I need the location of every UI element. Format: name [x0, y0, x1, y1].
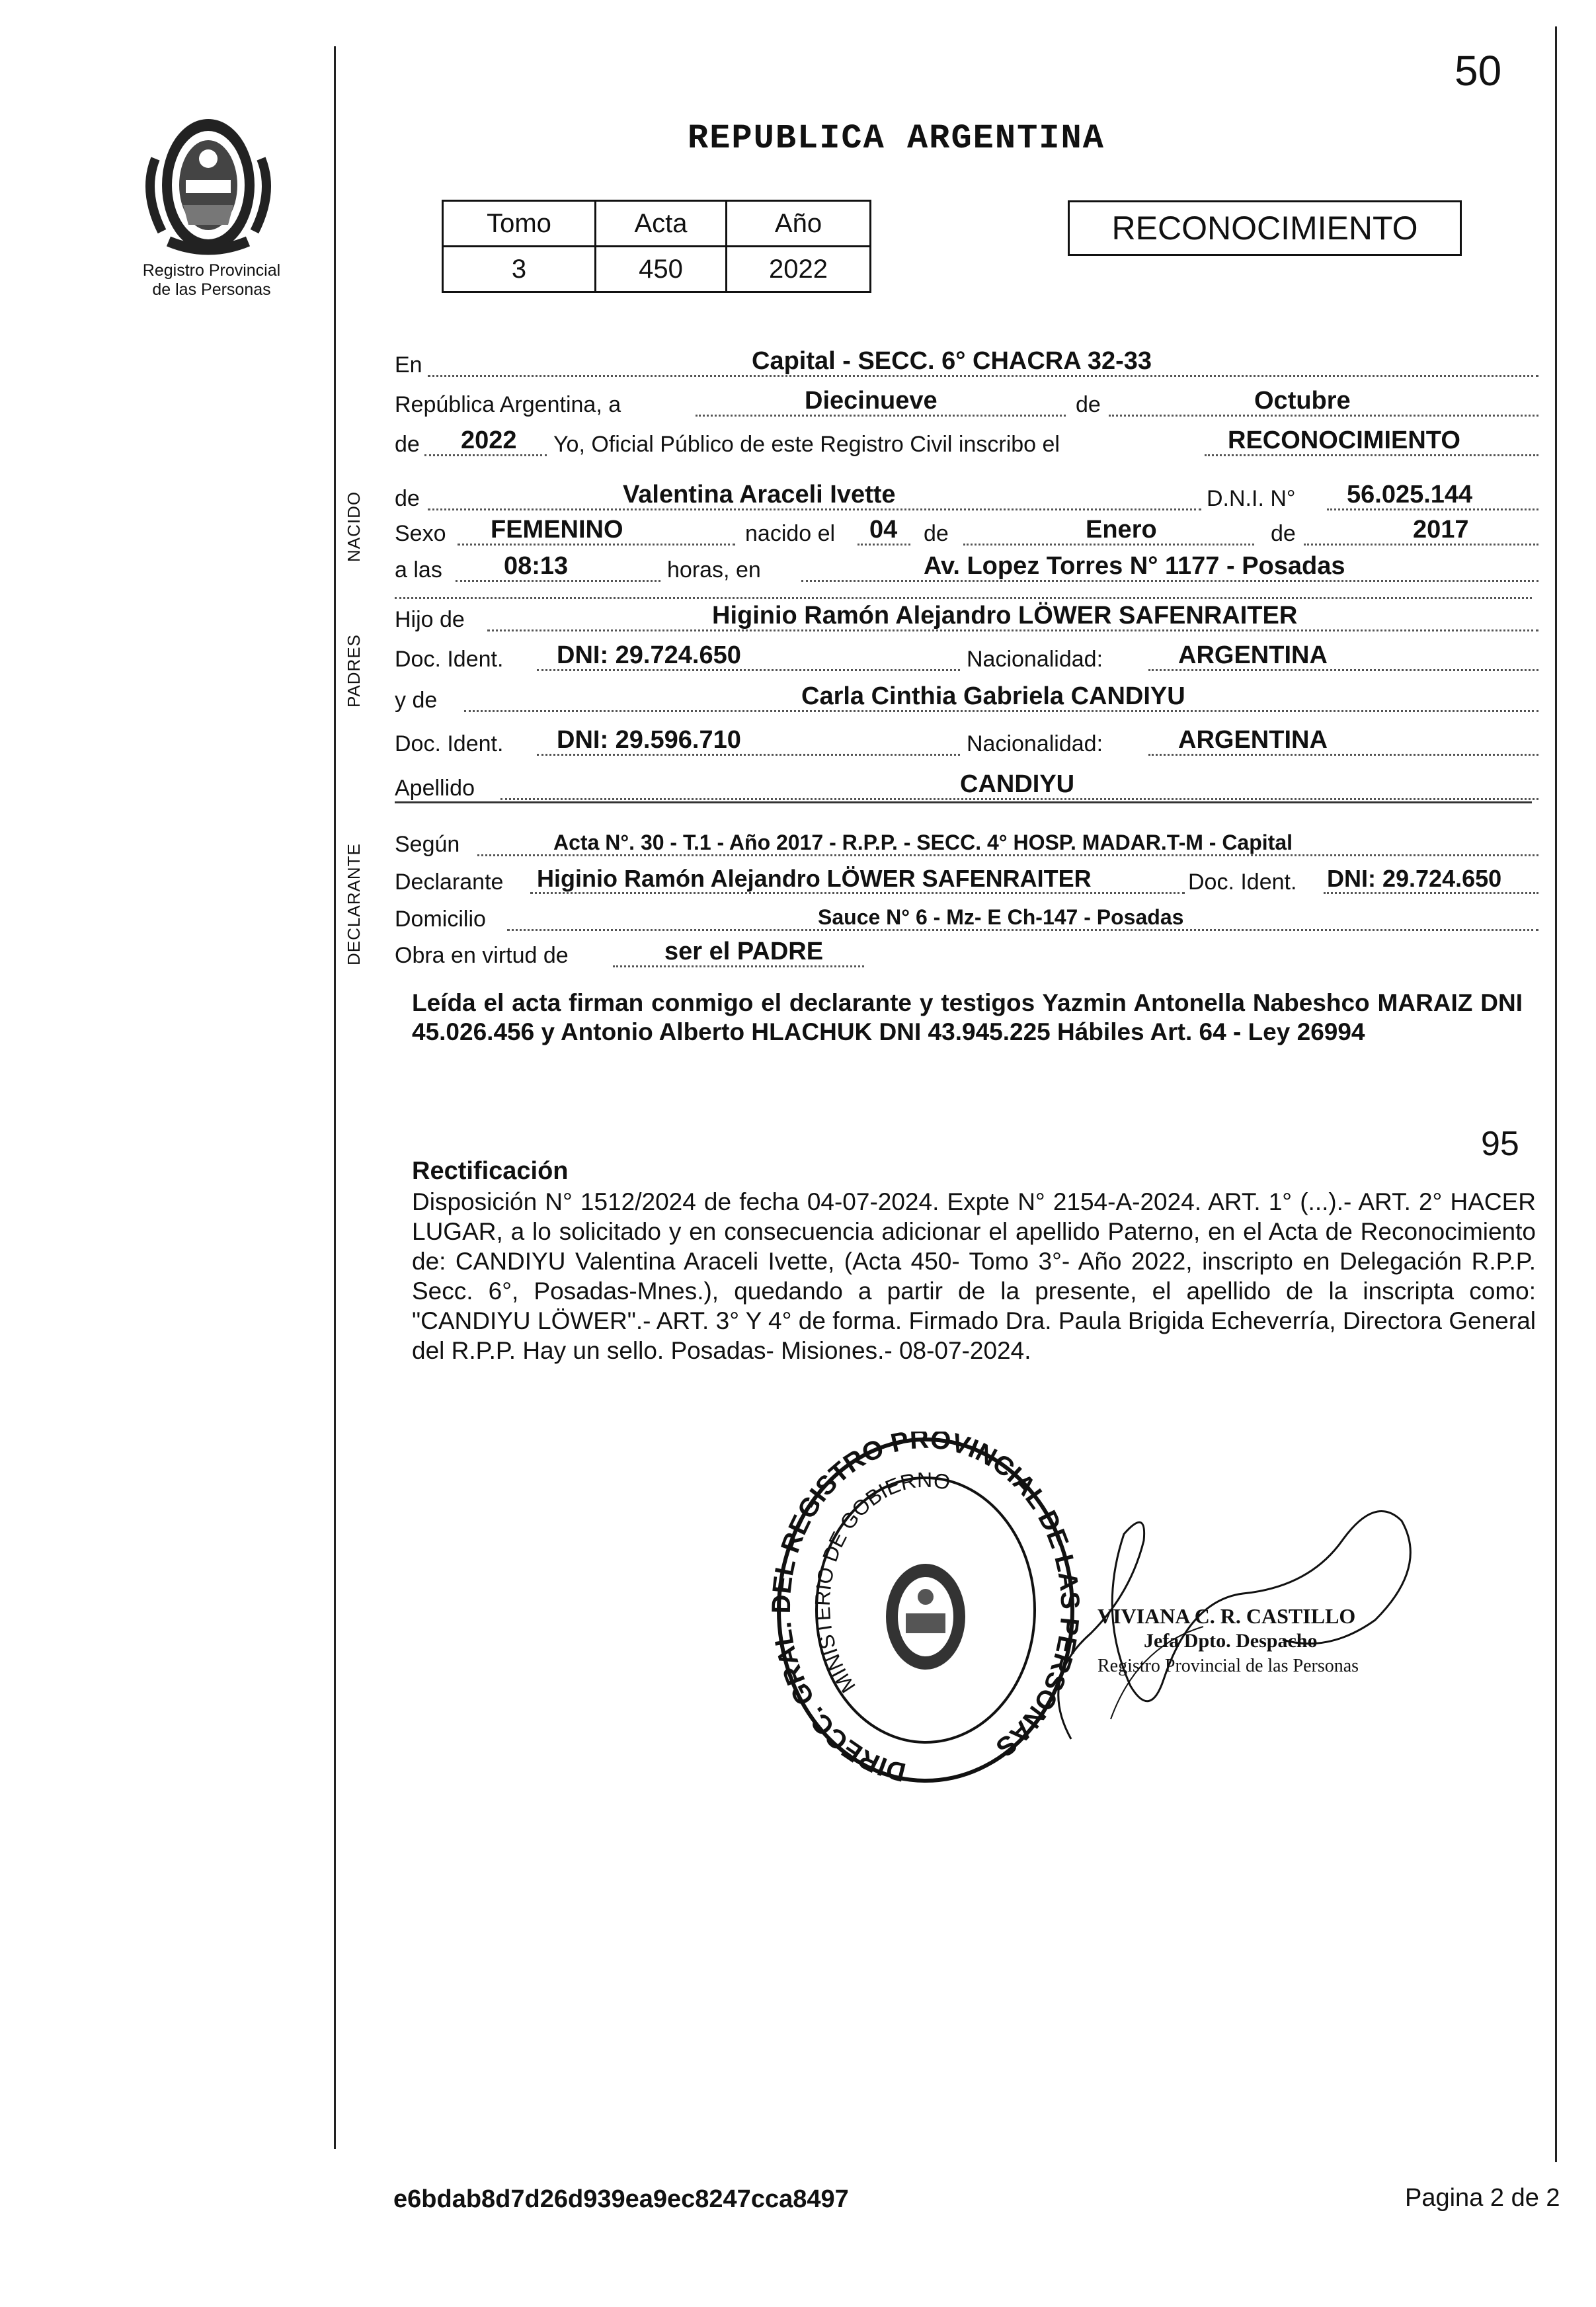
form-line-father-doc — [395, 638, 1538, 678]
form-line-mother-doc — [395, 723, 1538, 762]
form-line-en — [395, 344, 1538, 384]
rectification-number: 95 — [1481, 1125, 1519, 1163]
form-line-republica — [395, 384, 1538, 423]
dni-value: 56.025.144 — [1347, 481, 1473, 508]
segun-value: Acta N°. 30 - T.1 - Año 2017 - R.P.P. - SECC. 4° HOSP. MADAR.T-M - Capital — [553, 830, 1293, 854]
mother-nac-label: Nacionalidad: — [967, 731, 1103, 756]
en-label: En — [395, 352, 422, 378]
nacido-label: nacido el — [745, 521, 836, 546]
father-doc-label: Doc. Ident. — [395, 647, 504, 672]
apellido-label: Apellido — [395, 776, 475, 801]
declarante-doc-label: Doc. Ident. — [1188, 870, 1297, 895]
republica-label: República Argentina, a — [395, 392, 621, 417]
table-header-anio: Año — [727, 201, 871, 247]
table-value-acta: 450 — [596, 247, 727, 292]
declarante-value: Higinio Ramón Alejandro LÖWER SAFENRAITER — [537, 865, 1092, 892]
page-info: Pagina 2 de 2 — [1405, 2184, 1560, 2212]
year-de-label: de — [395, 432, 420, 457]
form-line-segun — [395, 823, 1538, 863]
year-value: 2022 — [461, 426, 517, 454]
mother-doc: DNI: 29.596.710 — [557, 726, 741, 754]
father-doc: DNI: 29.724.650 — [557, 641, 741, 669]
father-name: Higinio Ramón Alejandro LÖWER SAFENRAITER — [712, 602, 1298, 629]
birth-day: 04 — [869, 516, 898, 544]
registry-name-line1: Registro Provincial — [142, 261, 281, 280]
act-type-label: RECONOCIMIENTO — [1111, 210, 1418, 247]
stamp-line3: Registro Provincial de las Personas — [1097, 1656, 1359, 1676]
yde-label: y de — [395, 688, 438, 713]
stamp-line2: Jefa Dpto. Despacho — [1144, 1630, 1318, 1652]
sexo-label: Sexo — [395, 521, 446, 546]
day-value: Diecinueve — [805, 387, 938, 415]
table-header-acta: Acta — [596, 201, 727, 247]
page-title: REPUBLICA ARGENTINA — [688, 119, 1105, 158]
rectification-text: Disposición N° 1512/2024 de fecha 04-07-2024. Expte N° 2154-A-2024. ART. 1° (...).- ART. 2° HACER LUGAR, a lo solicitado y en consecuencia adicionar el apellido Paterno, en el Acta de Reconocimiento de: CANDIYU Valentina Araceli Ivette, (Acta 450- Tomo 3°- Año 2022, inscripto en Delegación R.P.P. Secc. 6°, Posadas-Mnes.), quedando a partir de la presente, el apellido de la inscripta como: "CANDIYU LÖWER".- ART. 3° Y 4° de forma. Firmado Dra. Paula Brigida Echeverría, Directora General del R.P.P. Hay un sello. Posadas- Misiones.- 08-07-2024. — [412, 1188, 1536, 1364]
form-line-mother — [395, 679, 1538, 719]
domicilio-value: Sauce N° 6 - Mz- E Ch-147 - Posadas — [818, 905, 1184, 929]
father-nac-label: Nacionalidad: — [967, 647, 1103, 672]
birth-year: 2017 — [1413, 516, 1469, 544]
segun-label: Según — [395, 832, 460, 857]
act-value: RECONOCIMIENTO — [1228, 426, 1460, 454]
alas-label: a las — [395, 557, 442, 583]
side-label-declarante: DECLARANTE — [344, 843, 364, 965]
mother-name: Carla Cinthia Gabriela CANDIYU — [801, 682, 1185, 710]
signature-stamp — [1097, 1603, 1359, 1679]
father-nationality: ARGENTINA — [1178, 641, 1328, 669]
seal-inner-text: MINISTERIO DE GOBIERNO — [810, 1467, 953, 1697]
left-margin-line — [334, 46, 336, 2149]
birth-time: 08:13 — [504, 552, 569, 580]
form-line-hijo — [395, 598, 1538, 638]
page-number: 50 — [1455, 47, 1502, 95]
side-label-nacido: NACIDO — [344, 491, 364, 562]
form-line-obra — [395, 934, 1538, 974]
table-header-tomo: Tomo — [443, 201, 596, 247]
birth-month: Enero — [1086, 516, 1157, 544]
birth-year-de-label: de — [1271, 521, 1296, 546]
register-table-value-row — [443, 247, 871, 292]
seal-outer-text: DIRECC. GRAL. EL REGISTRO PROVINCIAL DE LA ERSONAS — [770, 1432, 1081, 1787]
obra-label: Obra en virtud de — [395, 943, 569, 968]
right-margin-line — [1555, 26, 1557, 2162]
horas-label: horas, en — [667, 557, 761, 583]
hijo-label: Hijo de — [395, 607, 465, 632]
register-table — [442, 200, 871, 293]
form-line-apellido — [395, 767, 1538, 807]
sexo-value: FEMENINO — [491, 516, 623, 544]
month-de-label: de — [1076, 392, 1101, 417]
apellido-value: CANDIYU — [960, 770, 1075, 798]
obra-value: ser el PADRE — [664, 938, 824, 965]
form-line-sexo — [395, 512, 1538, 552]
mother-nationality: ARGENTINA — [1178, 726, 1328, 754]
birth-month-de-label: de — [924, 521, 949, 546]
declarante-doc-value: DNI: 29.724.650 — [1327, 865, 1502, 892]
document-hash: e6bdab8d7d26d939ea9ec8247cca8497 — [393, 2185, 849, 2213]
signing-text: Leída el acta firman conmigo el declarante y testigos Yazmin Antonella Nabeshco MARAIZ DNI 45.026.456 y Antonio Alberto HLACHUK DNI 43.945.225 Hábiles Art. 64 - Ley 26994 — [412, 989, 1523, 1045]
form-line-name — [395, 477, 1538, 517]
registry-name — [112, 261, 311, 300]
en-value: Capital - SECC. 6° CHACRA 32-33 — [752, 347, 1152, 375]
birth-place: Av. Lopez Torres N° 1177 - Posadas — [924, 552, 1345, 580]
province-logo — [129, 106, 288, 264]
declarante-label: Declarante — [395, 870, 504, 895]
dni-label: D.N.I. N° — [1207, 486, 1296, 511]
month-value: Octubre — [1254, 387, 1351, 415]
act-type-box — [1068, 200, 1462, 256]
table-value-tomo: 3 — [443, 247, 596, 292]
stamp-line1: VIVIANA C. R. CASTILLO — [1097, 1604, 1356, 1628]
register-table-header-row — [443, 201, 871, 247]
rectification-title: Rectificación — [412, 1157, 569, 1185]
form-line-domicilio — [395, 898, 1538, 938]
table-value-anio: 2022 — [727, 247, 871, 292]
form-line-time — [395, 549, 1538, 588]
form-line-declarante — [395, 861, 1538, 901]
form-line-year — [395, 423, 1538, 463]
mother-doc-label: Doc. Ident. — [395, 731, 504, 756]
domicilio-label: Domicilio — [395, 907, 486, 932]
registry-name-line2: de las Personas — [152, 280, 271, 299]
side-label-padres: PADRES — [344, 634, 364, 708]
name-de-label: de — [395, 486, 420, 511]
yo-text: Yo, Oficial Público de este Registro Civil inscribo el — [553, 432, 1060, 457]
name-value: Valentina Araceli Ivette — [623, 481, 896, 508]
